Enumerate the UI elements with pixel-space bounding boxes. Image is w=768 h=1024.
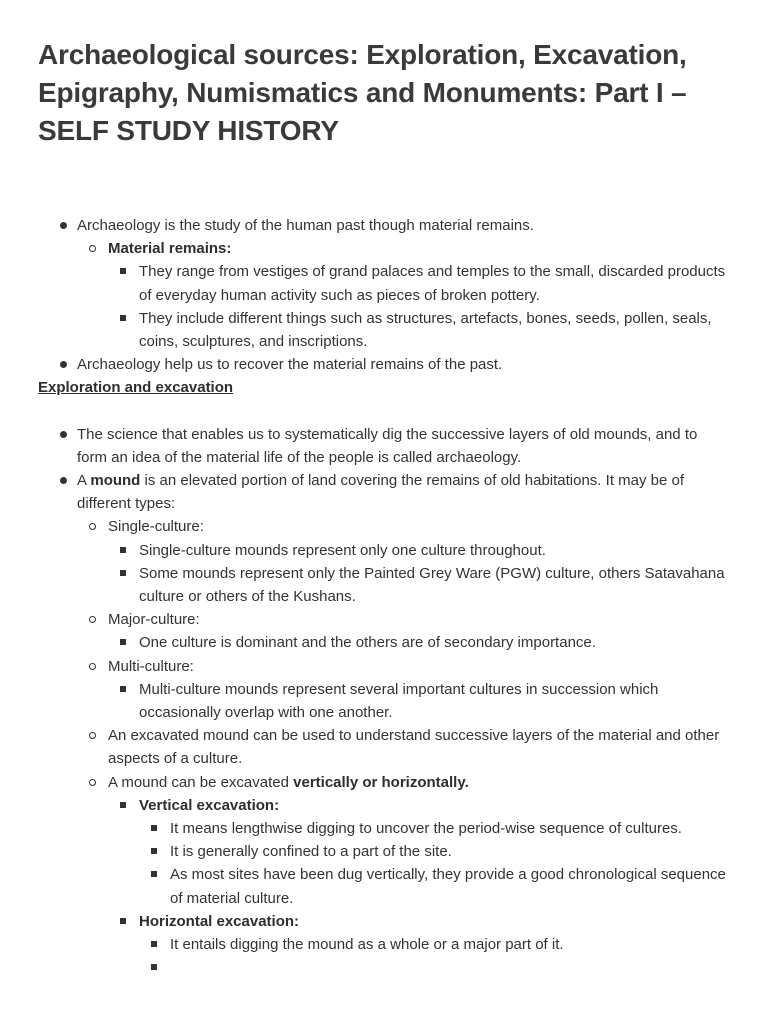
circle-bullet-icon xyxy=(89,616,96,623)
circle-bullet-icon xyxy=(89,732,96,739)
disc-bullet-icon xyxy=(60,361,67,368)
intro-list xyxy=(38,214,730,376)
list-item: It entails digging the mound as a whole or a major part of it. xyxy=(139,933,730,956)
list-item xyxy=(108,910,730,980)
square-bullet-icon xyxy=(120,547,126,553)
square-bullet-icon xyxy=(120,268,126,274)
page-title: Archaeological sources: Exploration, Excavation, Epigraphy, Numismatics and Monuments: Part I – SELF STUDY HISTORY xyxy=(38,39,687,146)
list-item xyxy=(77,237,730,353)
list-item xyxy=(139,956,730,979)
circle-bullet-icon xyxy=(89,245,96,252)
list-item: It means lengthwise digging to uncover the period-wise sequence of cultures. xyxy=(139,817,730,840)
list-item: The science that enables us to systematically dig the successive layers of old mounds, and to form an idea of the material life of the people is called archaeology. xyxy=(38,423,730,469)
square-bullet-icon xyxy=(120,639,126,645)
sublist xyxy=(108,678,730,724)
sublist xyxy=(108,539,730,609)
list-item: It is generally confined to a part of the site. xyxy=(139,840,730,863)
list-item: A mound is an elevated portion of land covering the remains of old habitations. It may be of different types: Single-culture: Single-culture mounds represent only one culture throughout. Some mounds represent only the Painted Grey Ware (PGW) culture, others Satavahana culture or others of the Kushans. Major-culture: One culture is dominant and the others are of secondary importance. Multi-culture: Multi-culture mounds represent several important cultures in succession which occasionally overlap with one another. An excavated mound can be used to understand successive layers of the material and other aspects of a culture. A mound can be excavated vertically or horizontally. Vertical excavation: It means lengthwise digging to uncover the period-wise sequence of cultures. It is generally confined to a part of the site. As most sites have been dug vertically, they provide a good chronological sequence of material culture. Horizontal excavation: It entails digging the mound as a whole or a major part of it. xyxy=(38,469,730,979)
sublist xyxy=(77,237,730,353)
circle-bullet-icon xyxy=(89,663,96,670)
spacer xyxy=(38,400,730,423)
circle-bullet-icon xyxy=(89,523,96,530)
horizontal-excavation-label: Horizontal excavation: xyxy=(139,912,300,930)
list-item: Archaeology help us to recover the material remains of the past. xyxy=(38,353,730,376)
sublist xyxy=(139,817,730,910)
list-item: Multi-culture mounds represent several important cultures in succession which occasionally overlap with one another. xyxy=(108,678,730,724)
square-bullet-icon xyxy=(151,941,157,947)
material-remains-label: Material remains: xyxy=(108,240,232,258)
list-item: Multi-culture: Multi-culture mounds represent several important cultures in succession which occasionally overlap with one another. xyxy=(77,655,730,725)
square-bullet-icon xyxy=(151,964,157,970)
list-item: Some mounds represent only the Painted Grey Ware (PGW) culture, others Satavahana culture or others of the Kushans. xyxy=(108,562,730,608)
list-item: Major-culture: One culture is dominant and the others are of secondary importance. xyxy=(77,608,730,654)
sublist xyxy=(108,631,730,654)
empty-list-text xyxy=(170,956,730,979)
list-item: One culture is dominant and the others are of secondary importance. xyxy=(108,631,730,654)
circle-bullet-icon xyxy=(89,779,96,786)
disc-bullet-icon xyxy=(60,477,67,484)
list-item: Single-culture: Single-culture mounds represent only one culture throughout. Some mounds represent only the Painted Grey Ware (PGW) culture, others Satavahana culture or others of the Kushans. xyxy=(77,515,730,608)
list-item xyxy=(108,794,730,910)
square-bullet-icon xyxy=(151,871,157,877)
list-item: They include different things such as structures, artefacts, bones, seeds, pollen, seals, coins, sculptures, and inscriptions. xyxy=(108,307,730,353)
square-bullet-icon xyxy=(120,802,126,808)
square-bullet-icon xyxy=(151,848,157,854)
mound-term: mound xyxy=(90,472,141,490)
sublist xyxy=(108,794,730,980)
square-bullet-icon xyxy=(151,825,157,831)
list-item: They range from vestiges of grand palaces and temples to the small, discarded products of everyday human activity such as pieces of broken pottery. xyxy=(108,260,730,306)
square-bullet-icon xyxy=(120,570,126,576)
sublist xyxy=(77,515,730,979)
list-item: Single-culture mounds represent only one culture throughout. xyxy=(108,539,730,562)
square-bullet-icon xyxy=(120,315,126,321)
sublist xyxy=(108,260,730,353)
vertical-excavation-label: Vertical excavation: xyxy=(139,796,280,814)
list-item: An excavated mound can be used to understand successive layers of the material and other aspects of a culture. xyxy=(77,724,730,770)
square-bullet-icon xyxy=(120,686,126,692)
exploration-list xyxy=(38,423,730,980)
list-item: A mound can be excavated vertically or horizontally. Vertical excavation: It means lengthwise digging to uncover the period-wise sequence of cultures. It is generally confined to a part of the site. As most sites have been dug vertically, they provide a good chronological sequence of material culture. Horizontal excavation: It entails digging the mound as a whole or a major part of it. xyxy=(77,771,730,980)
list-item: As most sites have been dug vertically, they provide a good chronological sequence of material culture. xyxy=(139,863,730,909)
excavation-methods-term: vertically or horizontally. xyxy=(293,773,469,791)
disc-bullet-icon xyxy=(60,222,67,229)
square-bullet-icon xyxy=(120,918,126,924)
disc-bullet-icon xyxy=(60,431,67,438)
section-heading: Exploration and excavation xyxy=(38,379,234,397)
sublist xyxy=(139,933,730,979)
article-content xyxy=(38,214,730,979)
list-item: Archaeology is the study of the human past though material remains. Material remains: They range from vestiges of grand palaces and temples to the small, discarded products of everyday human activity such as pieces of broken pottery. They include different things such as structures, artefacts, bones, seeds, pollen, seals, coins, sculptures, and inscriptions. xyxy=(38,214,730,353)
